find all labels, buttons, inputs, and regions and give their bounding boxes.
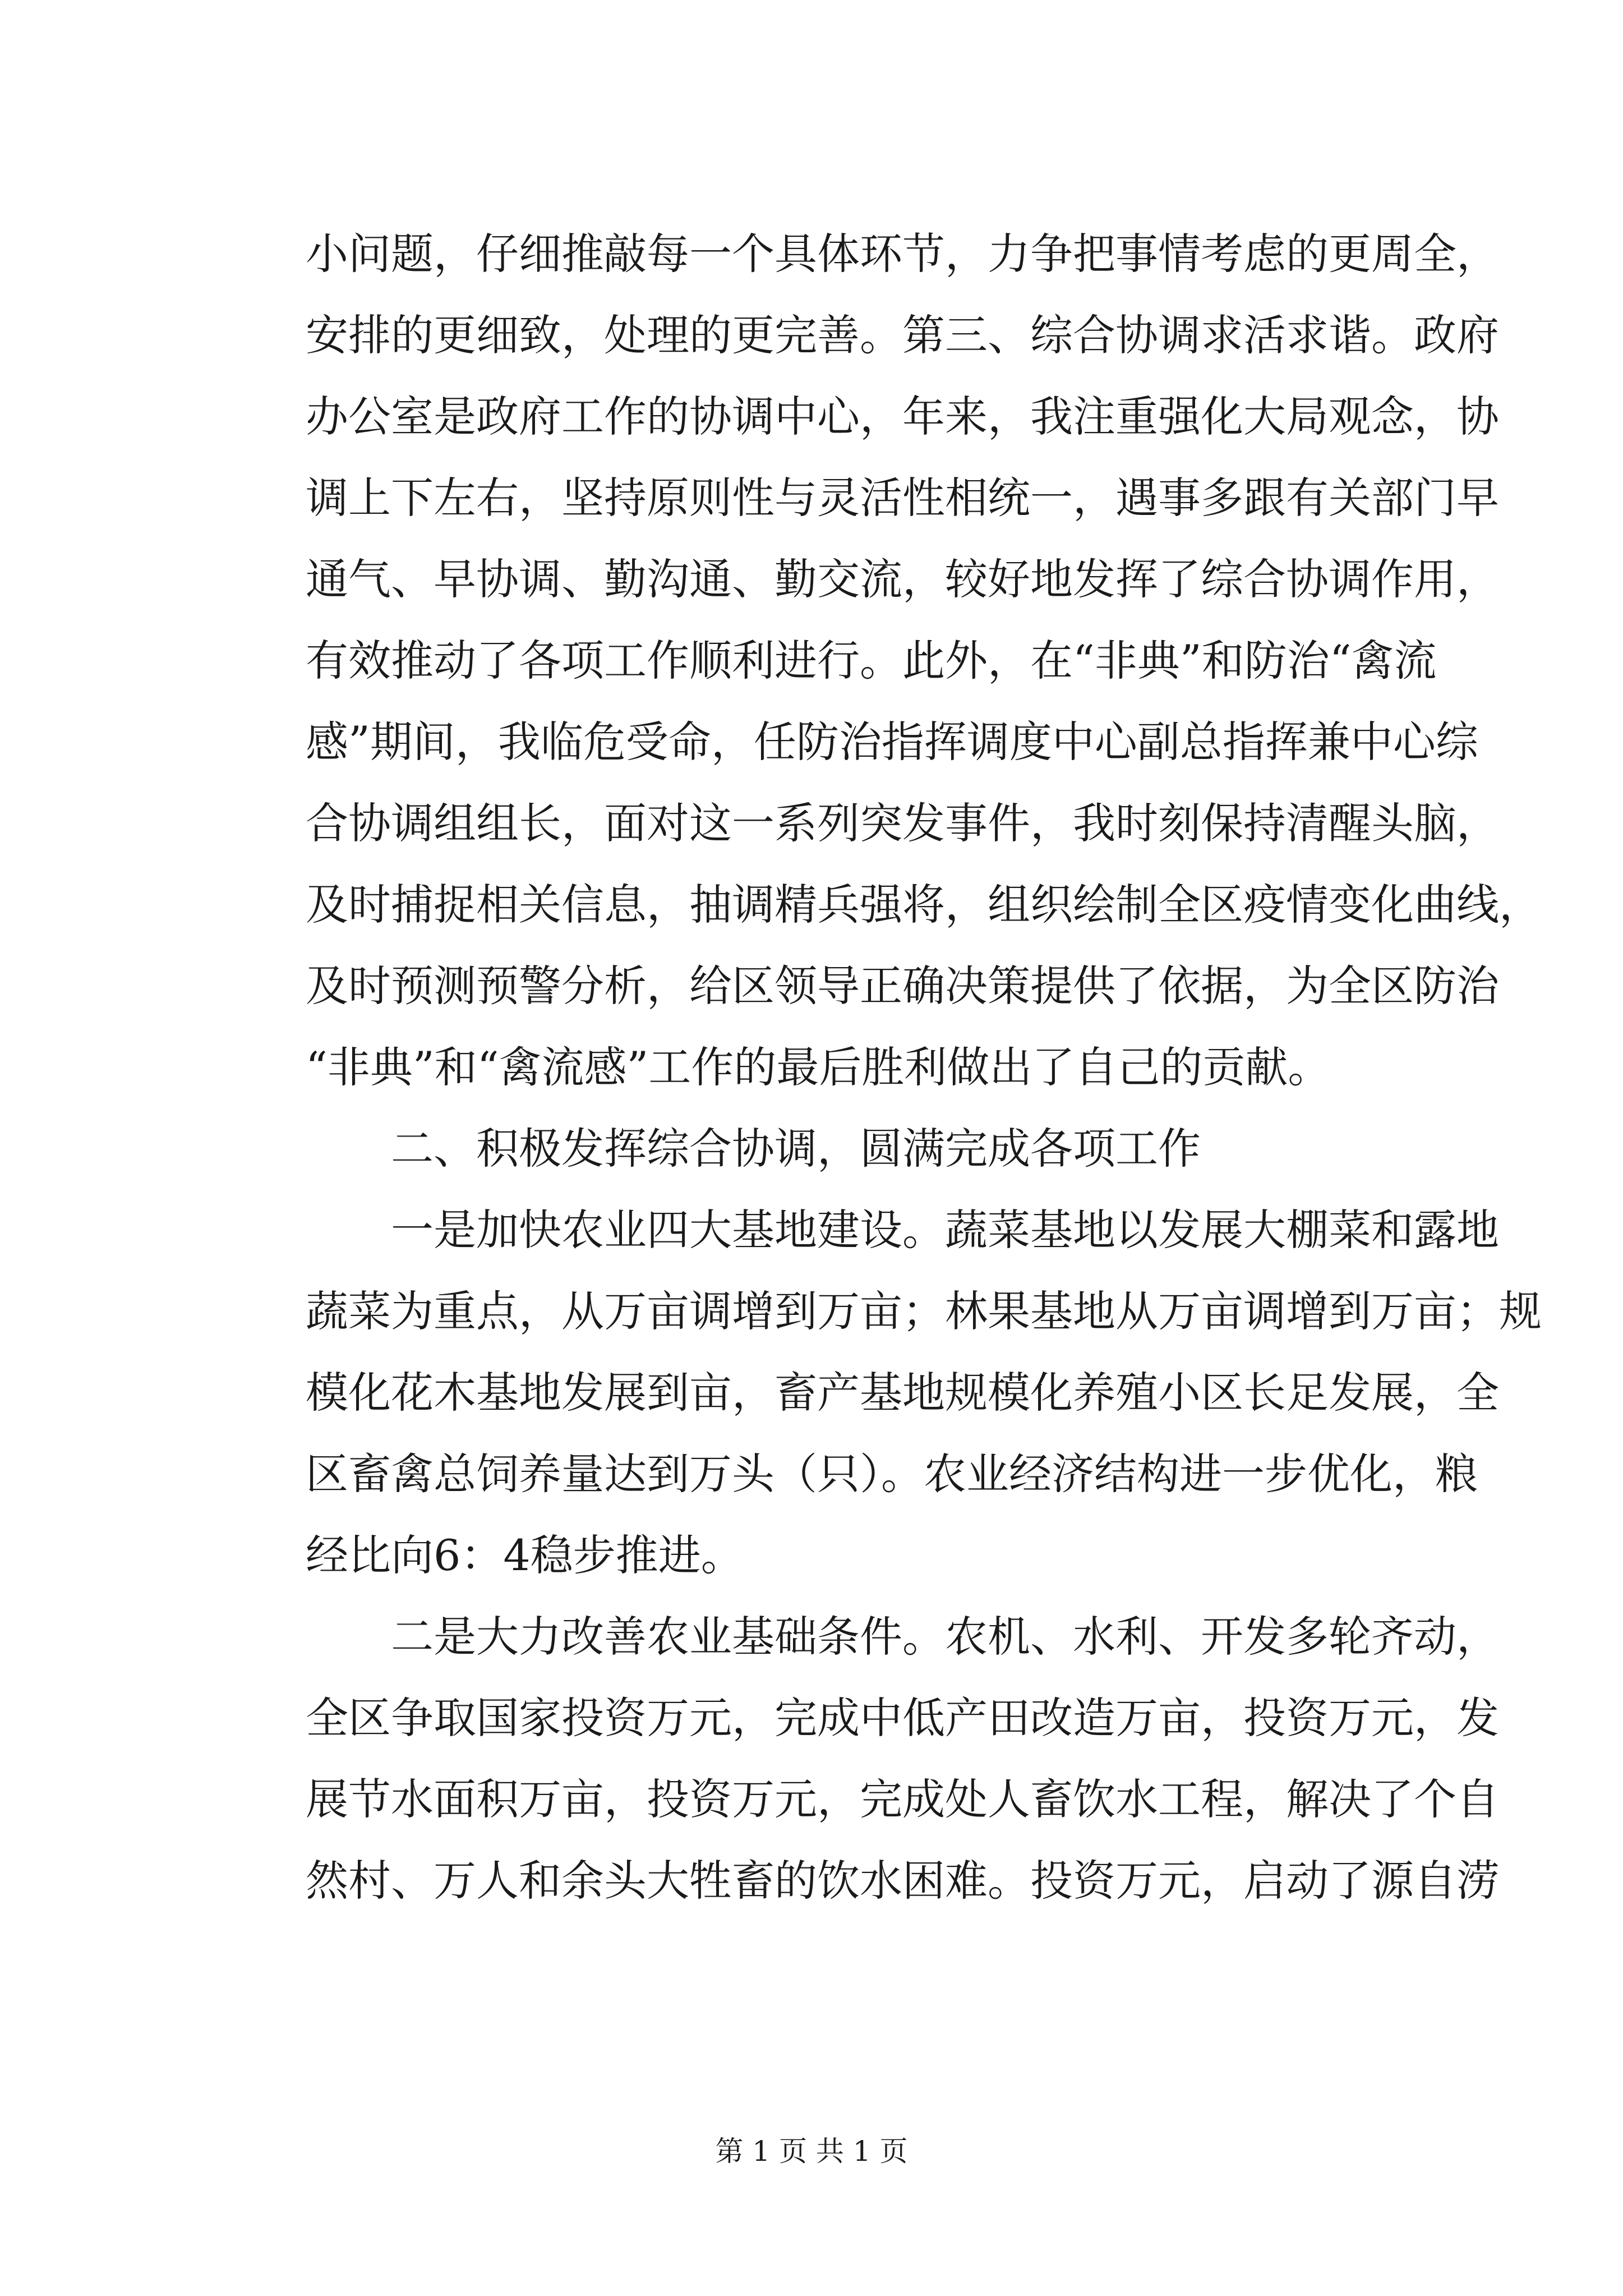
text-line: 一是加快农业四大基地建设。蔬菜基地以发展大棚菜和露地 [391,1205,1499,1255]
text-line: 安排的更细致，处理的更完善。第三、综合协调求活求谐。政府 [306,310,1499,360]
section-heading: 二、积极发挥综合协调，圆满完成各项工作 [391,1124,1201,1174]
text-line: 展节水面积万亩，投资万元，完成处人畜饮水工程，解决了个自 [306,1774,1499,1824]
text-line: 二是大力改善农业基础条件。农机、水利、开发多轮齐动， [391,1612,1499,1662]
text-line: 通气、早协调、勤沟通、勤交流，较好地发挥了综合协调作用， [306,554,1499,604]
text-line: 及时捕捉相关信息，抽调精兵强将，组织绘制全区疫情变化曲线， [306,880,1542,930]
text-line: 蔬菜为重点，从万亩调增到万亩；林果基地从万亩调增到万亩；规 [306,1286,1542,1336]
text-line: “非典”和“禽流感”工作的最后胜利做出了自己的贡献。 [306,1042,1331,1092]
text-line: 模化花木基地发展到亩，畜产基地规模化养殖小区长足发展，全 [306,1368,1499,1418]
page-footer: 第 1 页 共 1 页 [715,2135,908,2168]
text-line: 感”期间，我临危受命，任防治指挥调度中心副总指挥兼中心综 [306,717,1478,767]
text-line: 然村、万人和余头大牲畜的饮水困难。投资万元，启动了源自涝 [306,1856,1499,1906]
text-line: 区畜禽总饲养量达到万头（只）。农业经济结构进一步优化，粮 [306,1449,1478,1499]
text-line: 办公室是政府工作的协调中心，年来，我注重强化大局观念，协 [306,392,1499,441]
text-line: 全区争取国家投资万元，完成中低产田改造万亩，投资万元，发 [306,1693,1499,1743]
text-line: 小问题，仔细推敲每一个具体环节，力争把事情考虑的更周全， [306,229,1499,279]
text-line: 调上下左右，坚持原则性与灵活性相统一，遇事多跟有关部门早 [306,473,1499,523]
text-line: 有效推动了各项工作顺利进行。此外，在“非典”和防治“禽流 [306,636,1437,685]
body-text [306,213,1542,1921]
text-line: 合协调组组长，面对这一系列突发事件，我时刻保持清醒头脑， [306,798,1499,848]
text-line: 经比向6：4稳步推进。 [306,1530,744,1580]
text-line: 及时预测预警分析，给区领导正确决策提供了依据，为全区防治 [306,961,1499,1011]
